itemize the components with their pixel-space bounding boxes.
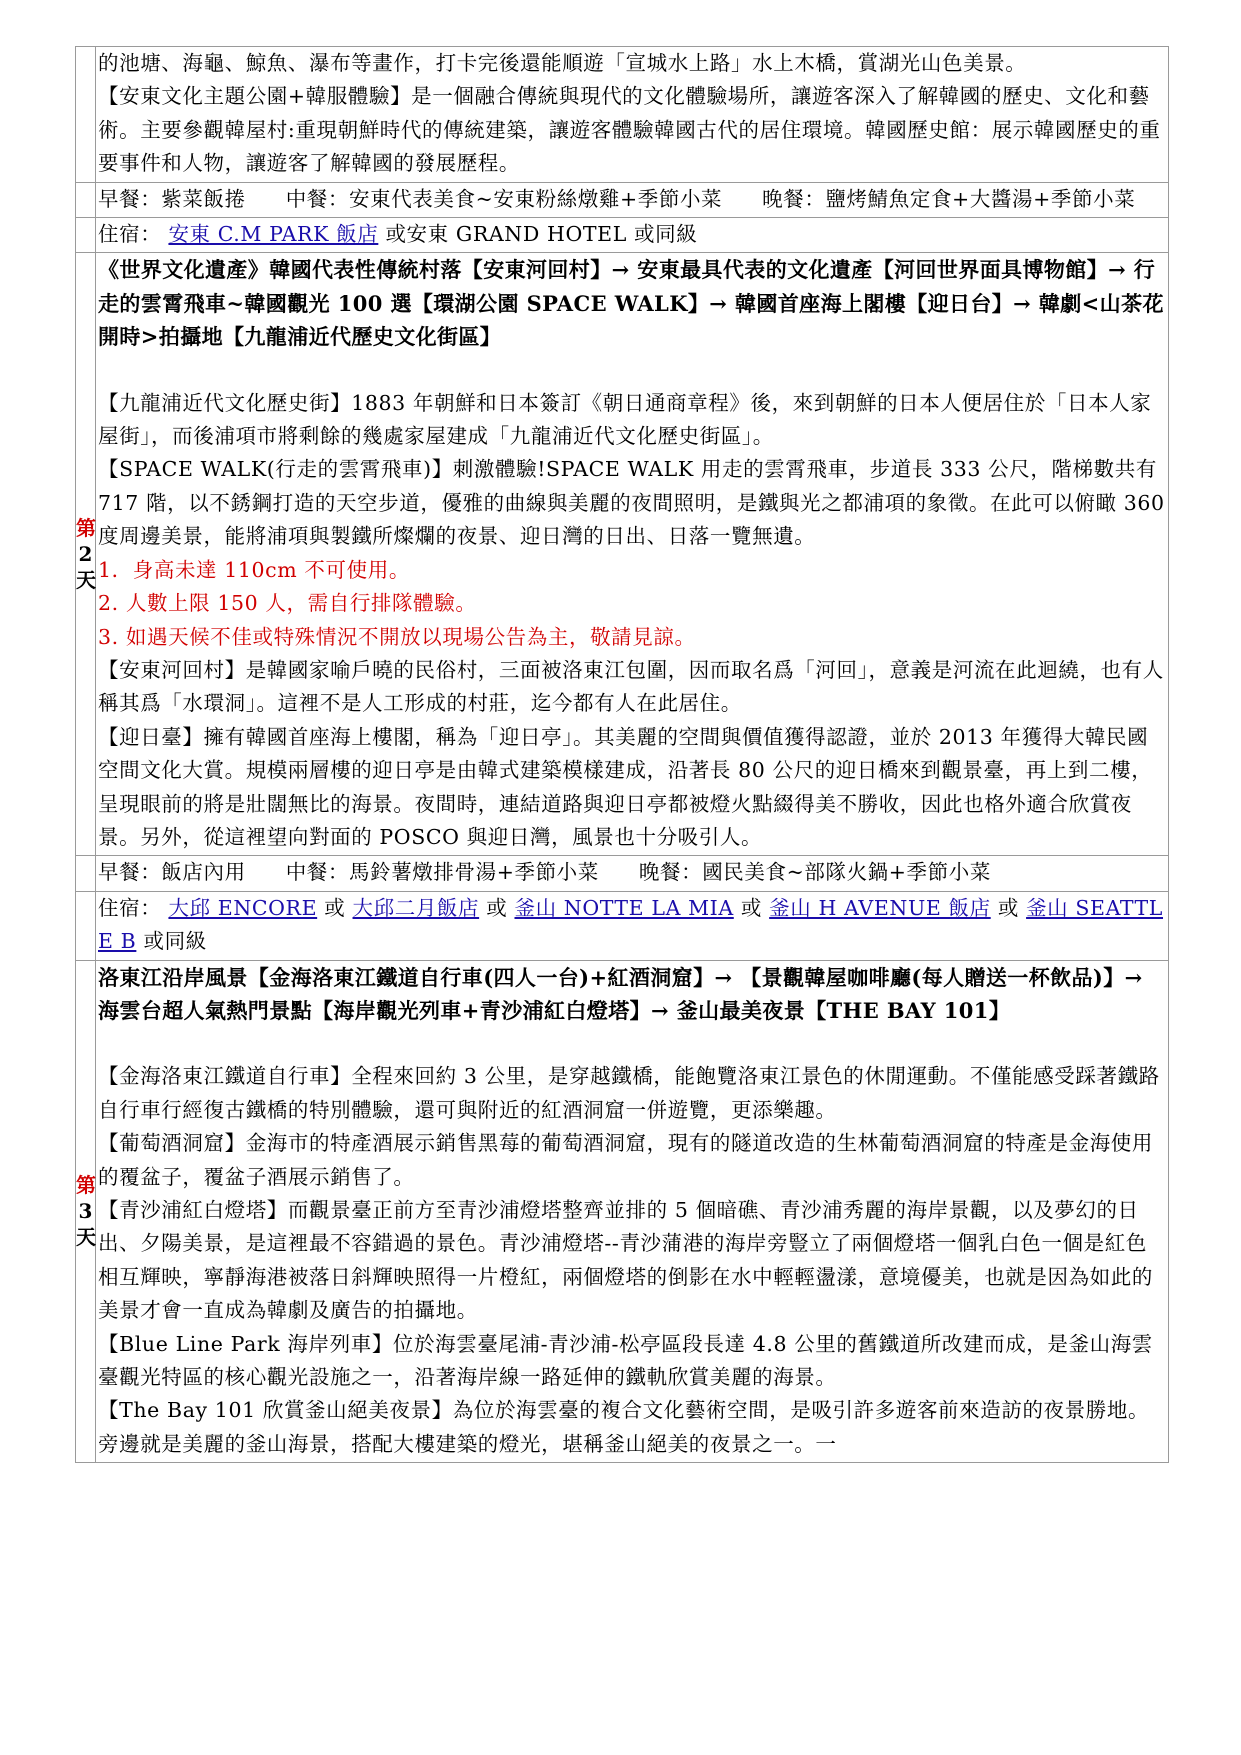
- day1-andong-culture-park: 【安東文化主題公園+韓服體驗】是一個融合傳統與現代的文化體驗場所，讓遊客深入了解韓國的歷史、文化和藝術。主要參觀韓屋村:重現朝鮮時代的傳統建築，讓遊客體驗韓國古代的居住環境。韓國歷史館：展示韓國歷史的重要事件和人物，讓遊客了解韓國的發展歷程。: [98, 84, 1161, 176]
- day2-note-height: 1．身高未達 110cm 不可使用。: [98, 557, 410, 582]
- itinerary-document: [75, 46, 1168, 1463]
- day1-label-cell: [76, 47, 96, 183]
- day2-space-walk: 【SPACE WALK(行走的雲霄飛車)】刺激體驗!SPACE WALK 用走的雲霄飛車，步道長 333 公尺，階梯數共有 717 階，以不銹鋼打造的天空步道，優雅的曲線與美麗的夜間照明，是鐵與光之都浦項的象徵。在此可以俯瞰 360 度周邊美景，能將浦項與製鐵所燦爛的夜景、迎日灣的日出、日落一覽無遺。: [98, 457, 1165, 549]
- day2-yeongildae: 【迎日臺】擁有韓國首座海上樓閣，稱為「迎日亭」。其美麗的空間與價值獲得認證，並於 2013 年獲得大韓民國空間文化大賞。規模兩層樓的迎日亭是由韓式建築模樣建成，沿著長 80 公尺的迎日橋來到觀景臺，再上到二樓，呈現眼前的將是壯闊無比的海景。夜間時，連結道路與迎日亭都被燈火點綴得美不勝收，因此也格外適合欣賞夜景。另外，從這裡望向對面的 POSCO 與迎日灣，風景也十分吸引人。: [98, 724, 1153, 849]
- hotel-link-andong-cm-park[interactable]: 安東 C.M PARK 飯店: [168, 222, 379, 247]
- day2-dinner: 晚餐：國民美食~部隊火鍋+季節小菜: [638, 860, 991, 885]
- day2-lunch: 中餐：馬鈴薯燉排骨湯+季節小菜: [285, 860, 599, 885]
- day2-content-row: [76, 253, 1169, 856]
- day1-breakfast: 早餐：紫菜飯捲: [98, 186, 246, 211]
- day2-label-num: 2: [78, 542, 93, 567]
- day3-cheongsapo-lighthouse: 【青沙浦紅白燈塔】而觀景臺正前方至青沙浦燈塔整齊並排的 5 個暗礁、青沙浦秀麗的海岸景觀，以及夢幻的日出、夕陽美景，是這裡最不容錯過的景色。青沙浦燈塔--青沙蒲港的海岸旁豎立了兩個燈塔一個乳白色一個是紅色相互輝映，寧靜海港被落日斜輝映照得一片橙紅，兩個燈塔的倒影在水中輕輕盪漾，意境優美，也就是因為如此的美景才會一直成為韓劇及廣告的拍攝地。: [98, 1198, 1153, 1323]
- or-text: 或: [486, 895, 508, 920]
- hotel-label: 住宿：: [98, 222, 162, 247]
- hotel-link-busan-seattle-b[interactable]: 釜山 SEATTLE B: [98, 895, 1164, 954]
- day3-wine-cave: 【葡萄酒洞窟】金海市的特產酒展示銷售黑莓的葡萄酒洞窟，現有的隧道改造的生林葡萄酒洞窟的特產是金海使用的覆盆子，覆盆子酒展示銷售了。: [98, 1131, 1153, 1189]
- hotel-label: 住宿：: [98, 895, 162, 920]
- day2-meals-cell: [96, 856, 1169, 891]
- hotel-alternatives: 或同級: [143, 929, 207, 954]
- day2-note-capacity: 2. 人數上限 150 人，需自行排隊體驗。: [98, 591, 477, 616]
- day1-lunch: 中餐：安東代表美食~安東粉絲燉雞+季節小菜: [285, 186, 723, 211]
- day2-meals-row: [76, 856, 1169, 891]
- day1-dinner: 晚餐：鹽烤鯖魚定食+大醬湯+季節小菜: [762, 186, 1136, 211]
- day3-label-char1: 第: [76, 1173, 96, 1198]
- day3-title: 洛東江沿岸風景【金海洛東江鐵道自行車(四人一台)+紅酒洞窟】→ 【景觀韓屋咖啡廳(每人贈送一杯飲品)】→ 海雲台超人氣熱門景點【海岸觀光列車+青沙浦紅白燈塔】→ 釜山最美夜景【THE BAY 101】: [98, 964, 1143, 1023]
- or-text: 或: [740, 895, 763, 920]
- day3-rail-bike: 【金海洛東江鐵道自行車】全程來回約 3 公里，是穿越鐵橋，能飽覽洛東江景色的休閒運動。不僅能感受踩著鐵路自行車行經復古鐵橋的特別體驗，還可與附近的紅酒洞窟一併遊覽，更添樂趣。: [98, 1064, 1160, 1122]
- hotel-link-daegu-encore[interactable]: 大邱 ENCORE: [168, 895, 318, 920]
- day3-content-row: [76, 960, 1169, 1463]
- day1-hotel-row: [76, 218, 1169, 253]
- hotel-link-daegu-feb[interactable]: 大邱二月飯店: [352, 895, 480, 920]
- day2-title: 《世界文化遺產》韓國代表性傳統村落【安東河回村】→ 安東最具代表的文化遺產【河回世界面具博物館】→ 行走的雲霄飛車~韓國觀光 100 選【環湖公園 SPACE WALK】→ 韓國首座海上閣樓【迎日台】→ 韓劇<山茶花開時>拍攝地【九龍浦近代歷史文化街區】: [98, 257, 1164, 350]
- day2-label-char2: 天: [76, 568, 96, 593]
- day2-note-weather: 3. 如遇天候不佳或特殊情況不開放以現場公告為主，敬請見諒。: [98, 624, 696, 649]
- or-text: 或: [324, 895, 346, 920]
- day2-label-char1: 第: [76, 516, 96, 541]
- day1-meals-cell: [96, 182, 1169, 217]
- itinerary-table: [75, 46, 1169, 1463]
- day3-the-bay-101: 【The Bay 101 欣賞釜山絕美夜景】為位於海雲臺的複合文化藝術空間，是吸引許多遊客前來造訪的夜景勝地。旁邊就是美麗的釜山海景，搭配大樓建築的燈光，堪稱釜山絕美的夜景之一。一: [98, 1398, 1150, 1456]
- hotel-alternatives: 或安東 GRAND HOTEL 或同級: [385, 222, 698, 247]
- day2-hahoe-village: 【安東河回村】是韓國家喻戶曉的民俗村，三面被洛東江包圍，因而取名爲「河回」，意義是河流在此迴繞，也有人稱其爲「水環洞」。這裡不是人工形成的村莊，迄今都有人在此居住。: [98, 657, 1164, 716]
- day1-meals-row: [76, 182, 1169, 217]
- day3-label-num: 3: [78, 1199, 93, 1224]
- day3-content-cell: [96, 960, 1169, 1463]
- day1-content-row: [76, 47, 1169, 183]
- day3-blue-line-park: 【Blue Line Park 海岸列車】位於海雲臺尾浦-青沙浦-松亭區段長達 4.8 公里的舊鐵道所改建而成，是釜山海雲臺觀光特區的核心觀光設施之一，沿著海岸線一路延伸的鐵軌欣賞美麗的海景。: [98, 1331, 1153, 1390]
- day1-continued-text: 的池塘、海龜、鯨魚、瀑布等畫作，打卡完後還能順遊「宣城水上路」水上木橋，賞湖光山色美景。: [98, 51, 1027, 75]
- day2-content-cell: [96, 253, 1169, 856]
- day2-breakfast: 早餐：飯店內用: [98, 860, 246, 885]
- day3-label-char2: 天: [76, 1225, 96, 1250]
- hotel-link-busan-h-avenue[interactable]: 釜山 H AVENUE 飯店: [769, 895, 991, 920]
- day2-label-cell: [76, 253, 96, 856]
- day3-label-cell: [76, 960, 96, 1463]
- day2-hotel-cell: [96, 891, 1169, 960]
- day2-hotel-row: [76, 891, 1169, 960]
- hotel-link-busan-notte-la-mia[interactable]: 釜山 NOTTE LA MIA: [514, 895, 734, 920]
- day2-guryongpo-street: 【九龍浦近代文化歷史街】1883 年朝鮮和日本簽訂《朝日通商章程》後，來到朝鮮的日本人便居住於「日本人家屋街」，而後浦項市將剩餘的幾處家屋建成「九龍浦近代文化歷史街區」。: [98, 390, 1152, 449]
- or-text: 或: [997, 895, 1019, 920]
- day1-content-cell: [96, 47, 1169, 183]
- day1-hotel-cell: [96, 218, 1169, 253]
